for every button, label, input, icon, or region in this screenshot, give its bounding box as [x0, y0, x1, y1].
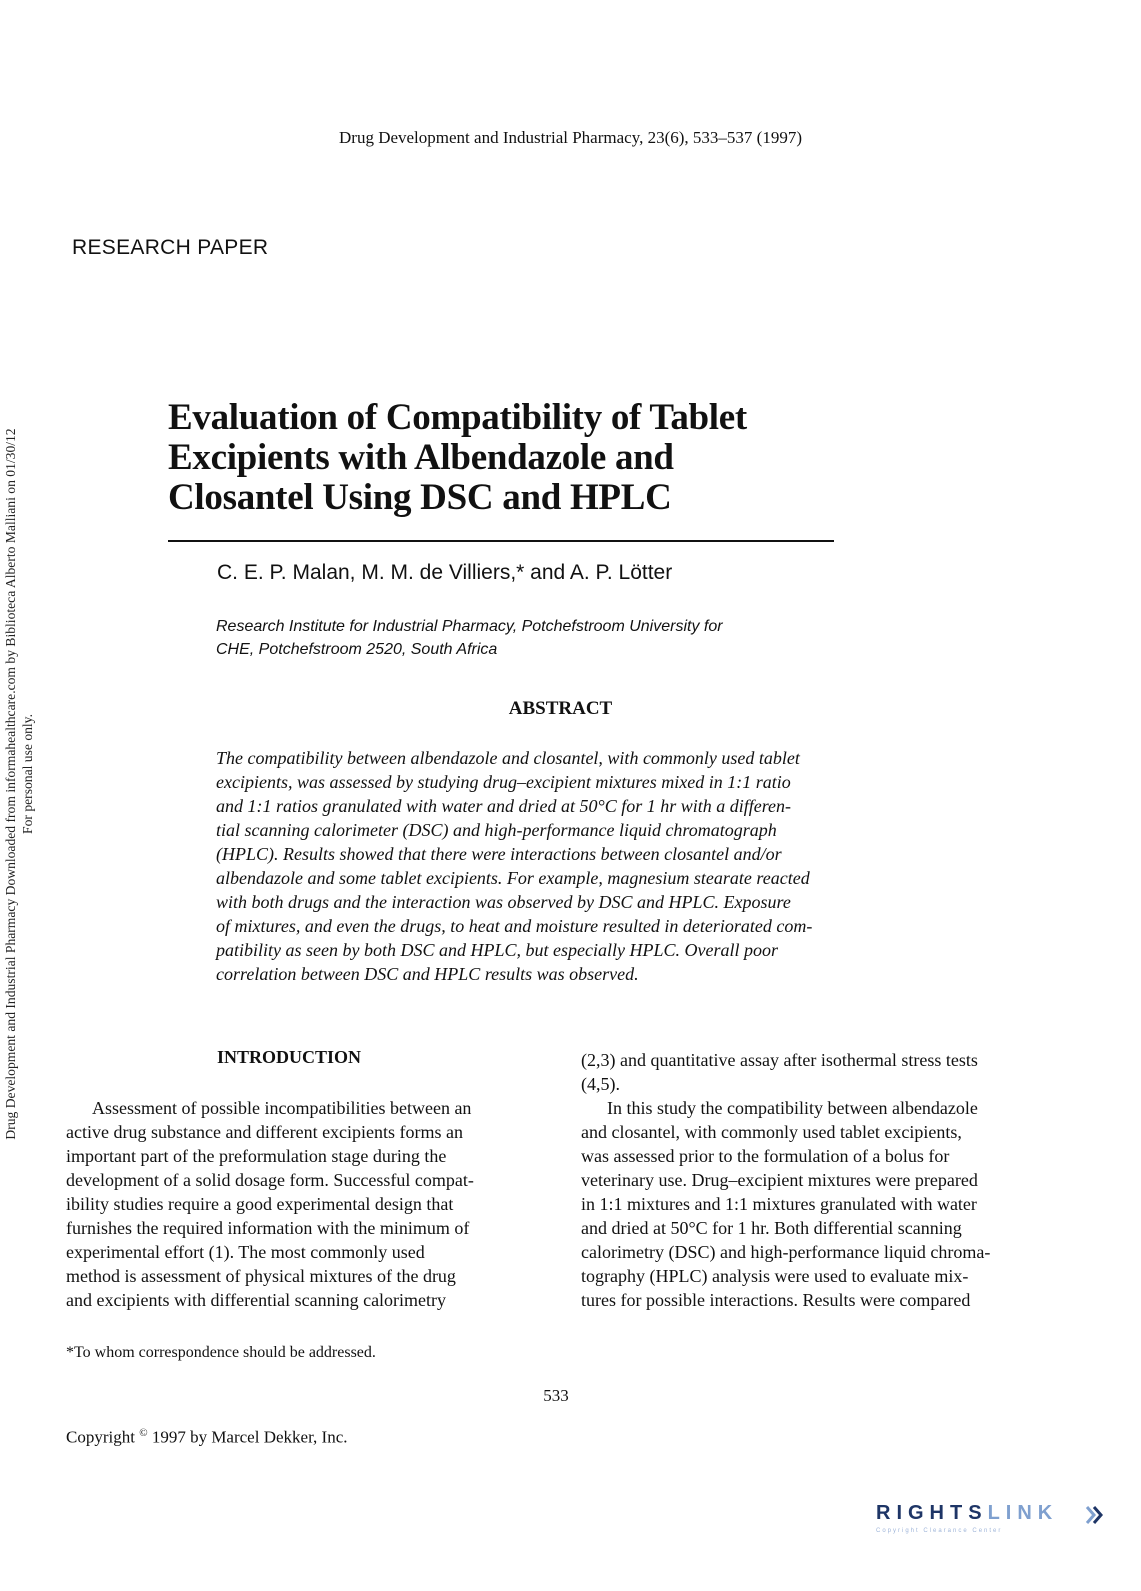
paper-title-line3: Closantel Using DSC and HPLC: [168, 477, 672, 518]
title-divider: [168, 540, 834, 542]
rightslink-arrow-icon: [1083, 1504, 1105, 1526]
copyright-prefix: Copyright: [66, 1427, 135, 1447]
paper-title: [168, 398, 747, 518]
rightslink-tagline: Copyright Clearance Center: [876, 1528, 1003, 1534]
abstract-heading: ABSTRACT: [508, 698, 613, 719]
paper-title-line2: Excipients with Albendazole and: [168, 437, 674, 478]
introduction-left-column: Assessment of possible incompatibilities between an active drug substance and different excipients forms an important part of the preformulation stage during the development of a solid dosage form. Successful compat- ibility studies require a good experimental design that furnishes the required information with the minimum of experimental effort (1). The most commonly used method is assessment of physical mixtures of the drug and excipients with differential scanning calorimetry: [66, 1098, 474, 1310]
download-watermark-line1: Drug Development and Industrial Pharmacy Downloaded from informahealthcare.com by Biblioteca Alberto Malliani on 01/30/12: [3, 428, 18, 1140]
paper-title-line1: Evaluation of Compatibility of Tablet: [168, 397, 747, 438]
affiliation-text: Research Institute for Industrial Pharmacy, Potchefstroom University for CHE, Potchefstroom 2520, South Africa: [216, 618, 723, 658]
page-number: 533: [543, 1386, 569, 1405]
abstract-text: The compatibility between albendazole and closantel, with commonly used tablet excipients, was assessed by studying drug–excipient mixtures mixed in 1:1 ratio and 1:1 ratios granulated with water and dried at 50°C for 1 hr with a differen- tial scanning calorimeter (DSC) and high-performance liquid chromatograph (HPLC). Results showed that there were interactions between closantel and/or albendazole and some tablet excipients. For example, magnesium stearate reacted with both drugs and the interaction was observed by DSC and HPLC. Exposure of mixtures, and even the drugs, to heat and moisture resulted in deteriorated com- patibility as seen by both DSC and HPLC, but especially HPLC. Overall poor correlation between DSC and HPLC results was observed.: [216, 748, 813, 984]
introduction-heading: INTRODUCTION: [217, 1047, 362, 1067]
journal-citation: Drug Development and Industrial Pharmacy, 23(6), 533–537 (1997): [339, 128, 802, 147]
download-watermark: [2, 352, 44, 1216]
rightslink-logo-part2: LINK: [987, 1502, 1059, 1524]
copyright-notice: [66, 1427, 348, 1448]
author-list: C. E. P. Malan, M. M. de Villiers,* and A. P. Lötter: [217, 561, 673, 584]
introduction-right-continuation: (2,3) and quantitative assay after isothermal stress tests (4,5).: [581, 1050, 978, 1094]
copyright-rest: 1997 by Marcel Dekker, Inc.: [151, 1427, 348, 1447]
download-watermark-line2: For personal use only.: [20, 714, 35, 834]
correspondence-footnote: *To whom correspondence should be addressed.: [66, 1344, 376, 1361]
rightslink-logo[interactable]: [876, 1502, 1108, 1542]
copyright-symbol: ©: [139, 1427, 148, 1439]
rightslink-logo-part1: RIGHTS: [876, 1502, 988, 1524]
introduction-right-paragraph: In this study the compatibility between albendazole and closantel, with commonly used tablet excipients, was assessed prior to the formulation of a bolus for veterinary use. Drug–excipient mixtures were prepared in 1:1 mixtures and 1:1 mixtures granulated with water and dried at 50°C for 1 hr. Both differential scanning calorimetry (DSC) and high-performance liquid chroma- tography (HPLC) analysis were used to evaluate mix- tures for possible interactions. Results were compared: [581, 1098, 991, 1310]
affiliation: [216, 615, 816, 661]
paper-type-label: RESEARCH PAPER: [72, 236, 269, 259]
